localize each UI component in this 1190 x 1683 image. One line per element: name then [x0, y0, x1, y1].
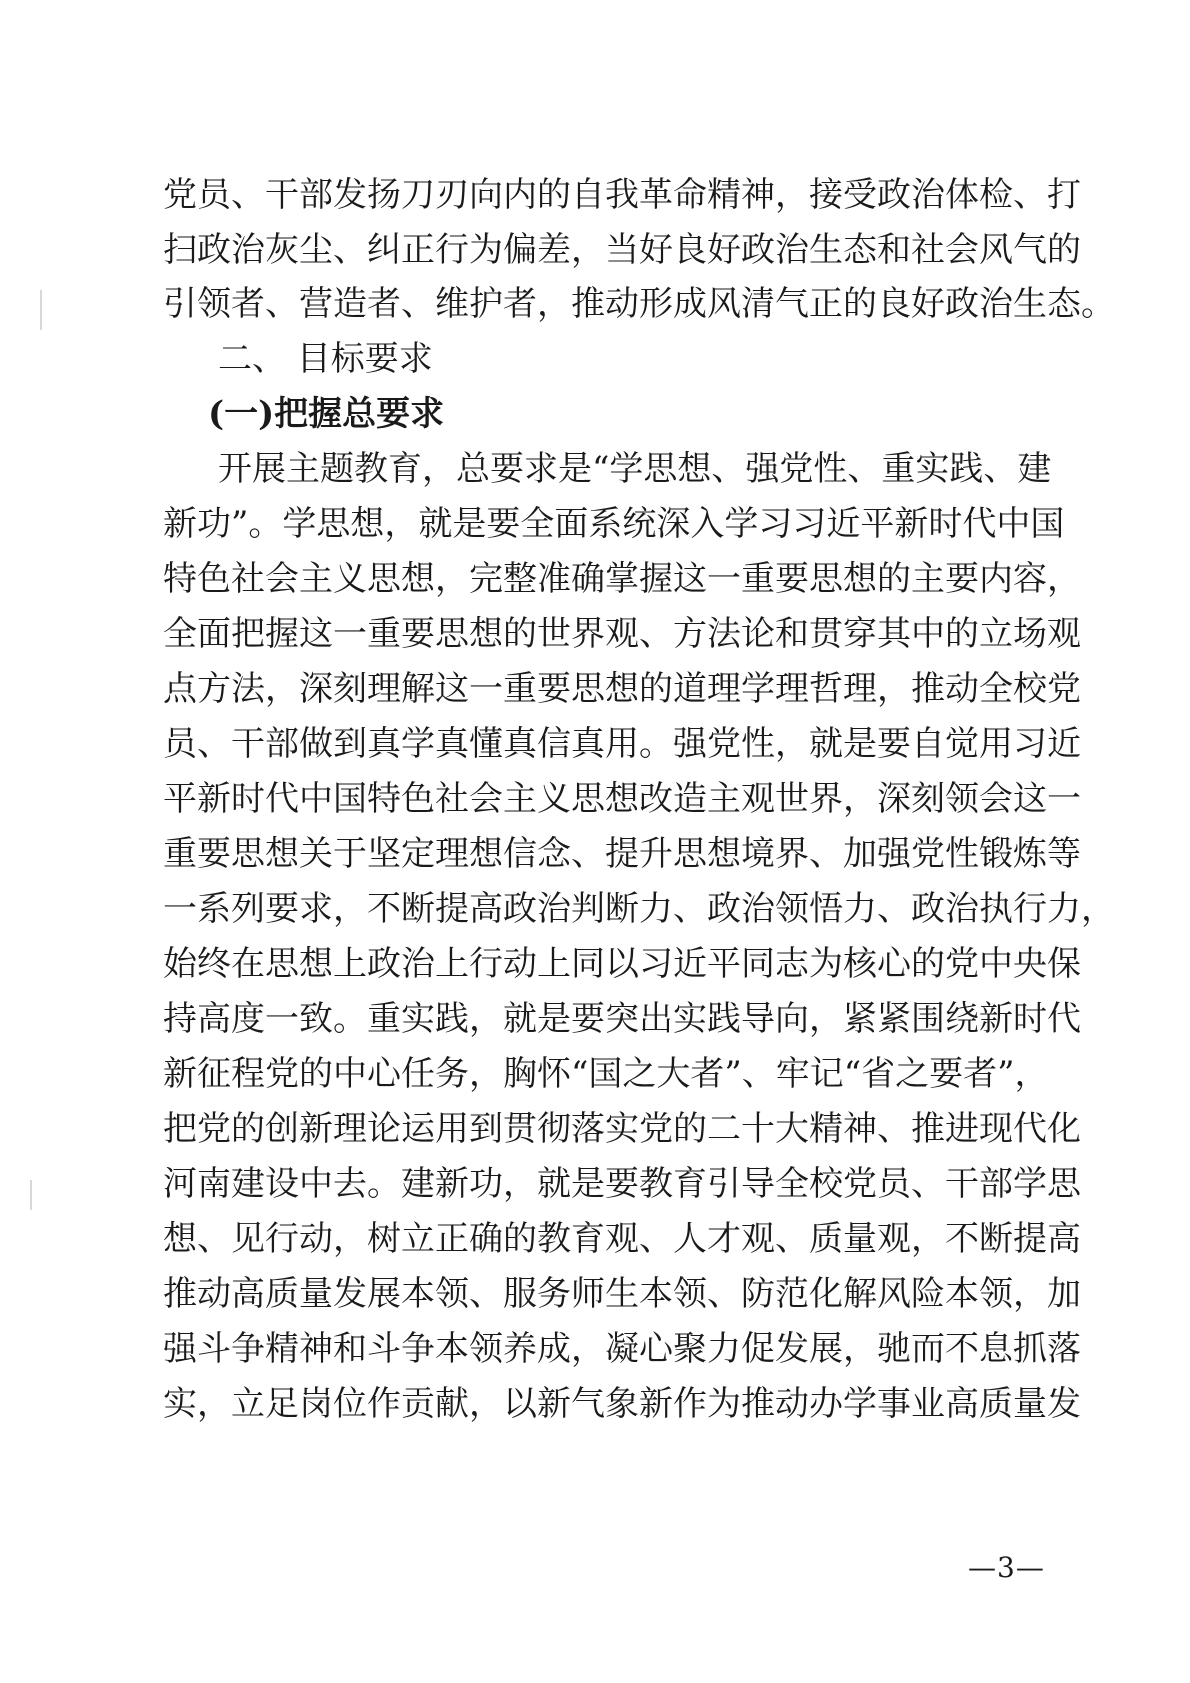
- paragraph-line: 把党的创新理论运用到贯彻落实党的二十大精神、推进现代化: [163, 1109, 1081, 1149]
- page-number: —3—: [968, 1551, 1045, 1584]
- paragraph-line: 引领者、营造者、维护者，推动形成风清气正的良好政治生态。: [163, 284, 1115, 324]
- paragraph-line: 党员、干部发扬刀刃向内的自我革命精神，接受政治体检、打: [163, 175, 1081, 215]
- paragraph-line: 平新时代中国特色社会主义思想改造主观世界，深刻领会这一: [163, 779, 1081, 819]
- section-heading: 二、 目标要求: [218, 339, 433, 379]
- paragraph-line: 持高度一致。重实践，就是要突出实践导向，紧紧围绕新时代: [163, 999, 1081, 1039]
- scan-edge-mark: [30, 1180, 32, 1210]
- paragraph-line: 开展主题教育，总要求是“学思想、强党性、重实践、建: [218, 449, 1052, 489]
- paragraph-line: 全面把握这一重要思想的世界观、方法论和贯穿其中的立场观: [163, 614, 1081, 654]
- paragraph-line: 始终在思想上政治上行动上同以习近平同志为核心的党中央保: [163, 944, 1081, 984]
- paragraph-line: 新功”。学思想，就是要全面系统深入学习习近平新时代中国: [163, 504, 1065, 544]
- subsection-heading: (一)把握总要求: [208, 394, 445, 434]
- paragraph-line: 员、干部做到真学真懂真信真用。强党性，就是要自觉用习近: [163, 724, 1081, 764]
- paragraph-line: 河南建设中去。建新功，就是要教育引导全校党员、干部学思: [163, 1164, 1081, 1204]
- paragraph-line: 一系列要求，不断提高政治判断力、政治领悟力、政治执行力，: [163, 889, 1115, 929]
- paragraph-line: 重要思想关于坚定理想信念、提升思想境界、加强党性锻炼等: [163, 834, 1081, 874]
- scan-edge-mark: [40, 290, 42, 330]
- paragraph-line: 想、见行动，树立正确的教育观、人才观、质量观，不断提高: [163, 1219, 1081, 1259]
- paragraph-line: 强斗争精神和斗争本领养成，凝心聚力促发展，驰而不息抓落: [163, 1329, 1081, 1369]
- paragraph-line: 扫政治灰尘、纠正行为偏差，当好良好政治生态和社会风气的: [163, 230, 1081, 270]
- paragraph-line: 新征程党的中心任务，胸怀“国之大者”、牢记“省之要者”，: [163, 1054, 1049, 1094]
- paragraph-line: 推动高质量发展本领、服务师生本领、防范化解风险本领，加: [163, 1274, 1081, 1314]
- paragraph-line: 点方法，深刻理解这一重要思想的道理学理哲理，推动全校党: [163, 669, 1081, 709]
- paragraph-line: 特色社会主义思想，完整准确掌握这一重要思想的主要内容，: [163, 559, 1081, 599]
- paragraph-line: 实，立足岗位作贡献，以新气象新作为推动办学事业高质量发: [163, 1384, 1081, 1424]
